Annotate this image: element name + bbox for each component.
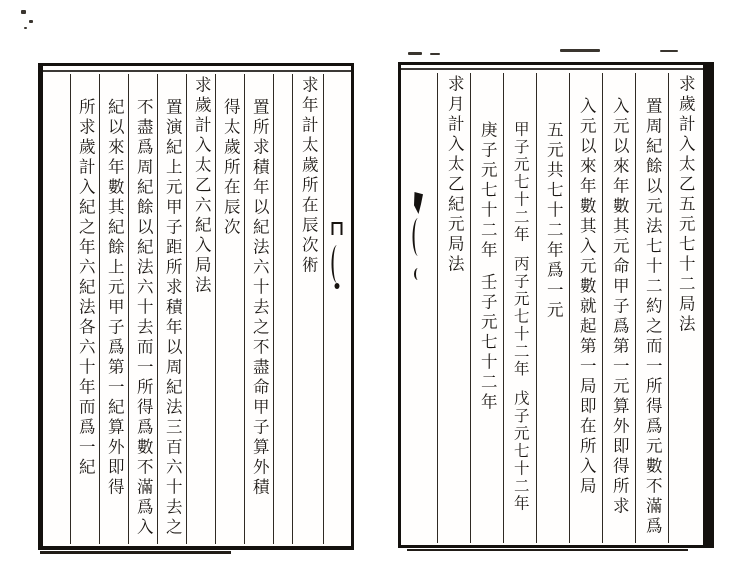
vertical-text [644, 97, 661, 537]
text-segment: 得太歲所在辰次 [221, 98, 241, 238]
text-segment: 入元以來年數其入元數就起第一局即在所入局 [577, 97, 597, 497]
text-segment: 戊子元七十二年 [511, 390, 529, 513]
vertical-text [512, 121, 528, 513]
vertical-text [677, 75, 694, 335]
margin-column [399, 73, 437, 543]
scan-speck [560, 49, 600, 52]
ink-stain [331, 245, 342, 283]
text-column [536, 73, 569, 543]
ink-stain [331, 222, 342, 235]
ink-stain [334, 283, 339, 289]
text-segment: 不盡爲周紀餘以紀法六十去而一所得爲數不滿爲入 [134, 98, 154, 538]
ink-stain [413, 218, 424, 256]
vertical-text [222, 98, 239, 238]
ink-stain [413, 192, 423, 214]
section-title-column [437, 73, 470, 543]
text-column [215, 74, 244, 544]
vertical-text [300, 76, 317, 276]
vertical-text [578, 97, 595, 497]
text-segment: 求歲計入太乙六紀入局法 [192, 76, 212, 296]
scan-speck [430, 53, 440, 55]
text-segment: 庚子元七十二年 [478, 121, 498, 261]
section-title-column [292, 74, 323, 544]
vertical-text [251, 98, 268, 498]
text-column [470, 73, 503, 543]
margin-column [323, 74, 349, 544]
vertical-text [77, 98, 94, 478]
vertical-text [193, 76, 210, 296]
vertical-text [479, 121, 496, 413]
text-segment: 求年計太歲所在辰次術 [299, 76, 319, 276]
vertical-text [164, 98, 181, 538]
page-right [398, 62, 714, 548]
vertical-text [135, 98, 152, 538]
vertical-text [611, 97, 628, 517]
text-column [244, 74, 273, 544]
margin-column [41, 74, 70, 544]
text-segment: 紀以來年數其紀餘上元甲子爲第一紀算外即得 [105, 98, 125, 498]
page-left-columns [45, 74, 349, 544]
scan-speck [29, 20, 33, 23]
text-segment: 置周紀餘以元法七十二約之而一所得爲元數不滿爲 [643, 97, 663, 537]
text-column [635, 73, 668, 543]
text-column [70, 74, 99, 544]
vertical-text [446, 75, 463, 275]
text-column [99, 74, 128, 544]
text-segment: 壬子元七十二年 [478, 273, 498, 413]
section-title-column [186, 74, 215, 544]
text-segment: 甲子元七十二年 [511, 121, 529, 244]
ink-stain [414, 268, 422, 280]
text-segment: 丙子元七十二年 [511, 255, 529, 378]
scan-speck [408, 52, 422, 55]
text-column [128, 74, 157, 544]
text-column [602, 73, 635, 543]
text-segment: 求月計入太乙紀元局法 [445, 75, 465, 275]
text-segment: 入元以來年數其元命甲子爲第一元算外即得所求 [610, 97, 630, 517]
text-segment: 置演紀上元甲子距所求積年以周紀法三百六十去之 [163, 98, 183, 538]
text-segment: 求歲計入太乙五元七十二局法 [676, 75, 696, 335]
page-right-columns [403, 73, 701, 543]
text-column [569, 73, 602, 543]
vertical-text [545, 121, 562, 321]
text-column [157, 74, 186, 544]
margin-column [273, 74, 292, 544]
text-segment: 置所求積年以紀法六十去之不盡命甲子算外積 [250, 98, 270, 498]
scan-speck [24, 27, 27, 29]
page-left [38, 63, 354, 550]
text-segment: 五元共七十二年爲一元 [544, 121, 564, 321]
scan-speck [660, 50, 678, 52]
scan-speck [21, 10, 26, 14]
text-column [503, 73, 536, 543]
section-title-column [668, 73, 701, 543]
text-segment: 所求歲計入紀之年六紀法各六十年而爲一紀 [76, 98, 96, 478]
vertical-text [106, 98, 123, 498]
